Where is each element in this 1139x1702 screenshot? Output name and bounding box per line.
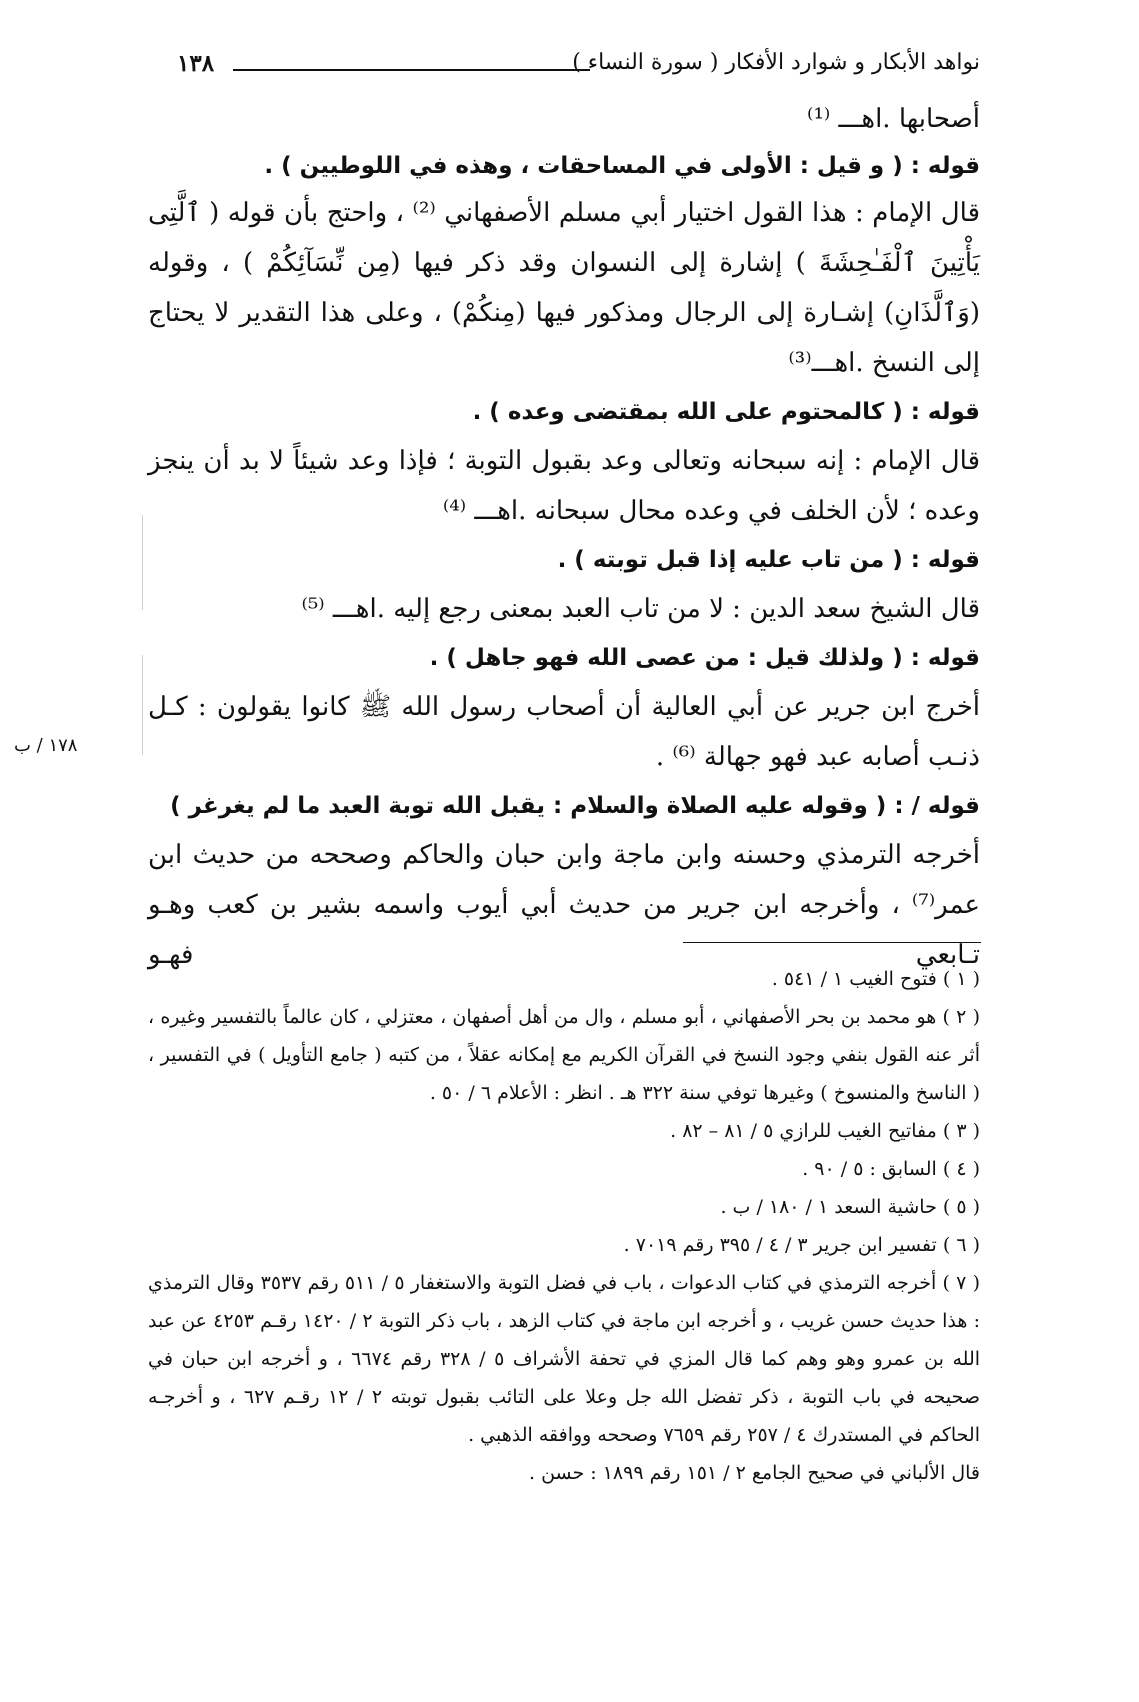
margin-line [142, 655, 143, 755]
page-number: ١٣٨ [177, 50, 215, 77]
body-paragraph: أصحابها .اهـــ ⁽¹⁾ [807, 104, 980, 134]
footnote: ( ٥ ) حاشية السعد ١ / ١٨٠ / ب . [720, 1196, 980, 1218]
footnote: قال الألباني في صحيح الجامع ٢ / ١٥١ رقم ١٨٩٩ : حسن . [528, 1462, 980, 1484]
commentary-heading: قوله : ( كالمحتوم على الله بمقتضى وعده ) . [472, 399, 980, 425]
commentary-heading: قوله : ( من تاب عليه إذا قبل توبته ) . [557, 547, 980, 573]
body-paragraph: قال الإمام : إنه سبحانه وتعالى وعد بقبول التوبة ؛ فإذا وعد شيئاً لا بد أن ينجز وعده ؛ لأن الخلف في وعده محال سبحانه .اهـــ ⁽⁴⁾ [148, 446, 980, 526]
footnote: ( ٢ ) هو محمد بن بحر الأصفهاني ، أبو مسلم ، وال من أهل أصفهان ، معتزلي ، كان عالماً بالتفسير وغيره ، أثر عنه القول بنفي وجود النسخ في القرآن الكريم مع إمكانه عقلاً ، من كتبه ( جامع التأويل ) في التفسير ، ( الناسخ والمنسوخ ) وغيرها توفي سنة ٣٢٢ هـ . انظر : الأعلام ٦ / ٥٠ . [148, 1006, 980, 1104]
body-paragraph: أخرج ابن جرير عن أبي العالية أن أصحاب رسول الله ﷺ كانوا يقولون : كـل ذنـب أصابه عبد فهو جهالة ⁽⁶⁾ . [148, 692, 980, 772]
footnotes [148, 960, 980, 1492]
main-text [148, 94, 980, 980]
commentary-heading: قوله : ( ولذلك قيل : من عصى الله فهو جاهل ) . [429, 645, 980, 671]
manuscript-folio-note: ١٧٨ / ب [14, 735, 78, 756]
commentary-heading: قوله / : ( وقوله عليه الصلاة والسلام : يقبل الله توبة العبد ما لم يغرغر ) [170, 793, 980, 819]
header-rule [233, 69, 590, 71]
body-paragraph: أخرجه الترمذي وحسنه وابن ماجة وابن حبان والحاكم وصححه من حديث ابن عمر⁽⁷⁾ ، وأخرجه ابن جرير من حديث أبي أيوب واسمه بشير بن كعب وهـو تـابعي فهـو [148, 840, 980, 970]
running-header [145, 44, 980, 84]
footnote: ( ٦ ) تفسير ابن جرير ٣ / ٤ / ٣٩٥ رقم ٧٠١٩ . [623, 1234, 980, 1256]
footnote: ( ٣ ) مفاتيح الغيب للرازي ٥ / ٨١ – ٨٢ . [670, 1120, 980, 1142]
footnote: ( ٧ ) أخرجه الترمذي في كتاب الدعوات ، باب في فضل التوبة والاستغفار ٥ / ٥١١ رقم ٣٥٣٧ وقال الترمذي : هذا حديث حسن غريب ، و أخرجه ابن ماجة في كتاب الزهد ، باب ذكر التوبة ٢ / ١٤٢٠ رقـم ٤٢٥٣ عن عبد الله بن عمرو وهو وهم كما قال المزي في تحفة الأشراف ٥ / ٣٢٨ رقم ٦٦٧٤ ، و أخرجه ابن حبان في صحيحه في باب التوبة ، ذكر تفضل الله جل وعلا على التائب بقبول توبته ٢ / ١٢ رقـم ٦٢٧ ، و أخرجـه الحاكم في المستدرك ٤ / ٢٥٧ رقم ٧٦٥٩ وصححه ووافقه الذهبي . [148, 1272, 981, 1446]
margin-line [142, 515, 143, 610]
book-title: نواهد الأبكار و شوارد الأفكار ( سورة النساء ) [572, 50, 980, 75]
footnote: ( ٤ ) السابق : ٥ / ٩٠ . [802, 1158, 980, 1180]
footnote: ( ١ ) فتوح الغيب ١ / ٥٤١ . [771, 968, 980, 990]
commentary-heading: قوله : ( و قيل : الأولى في المساحقات ، وهذه في اللوطيين ) . [264, 153, 980, 179]
body-paragraph: قال الشيخ سعد الدين : لا من تاب العبد بمعنى رجع إليه .اهـــ ⁽⁵⁾ [301, 594, 980, 624]
footnote-separator [683, 942, 981, 943]
body-paragraph: قال الإمام : هذا القول اختيار أبي مسلم الأصفهاني ⁽²⁾ ، واحتج بأن قوله ( ٱلَّتِى يَأْتِينَ ٱلْفَـٰحِشَةَ ) إشارة إلى النسوان وقد ذكر فيها (مِن نِّسَآئِكُمْ ) ، وقوله (وَٱلَّذَانِ) إشـارة إلى الرجال ومذكور فيها (مِنكُمْ) ، وعلى هذا التقدير لا يحتاج إلى النسخ .اهـــ⁽³⁾ [148, 198, 980, 378]
